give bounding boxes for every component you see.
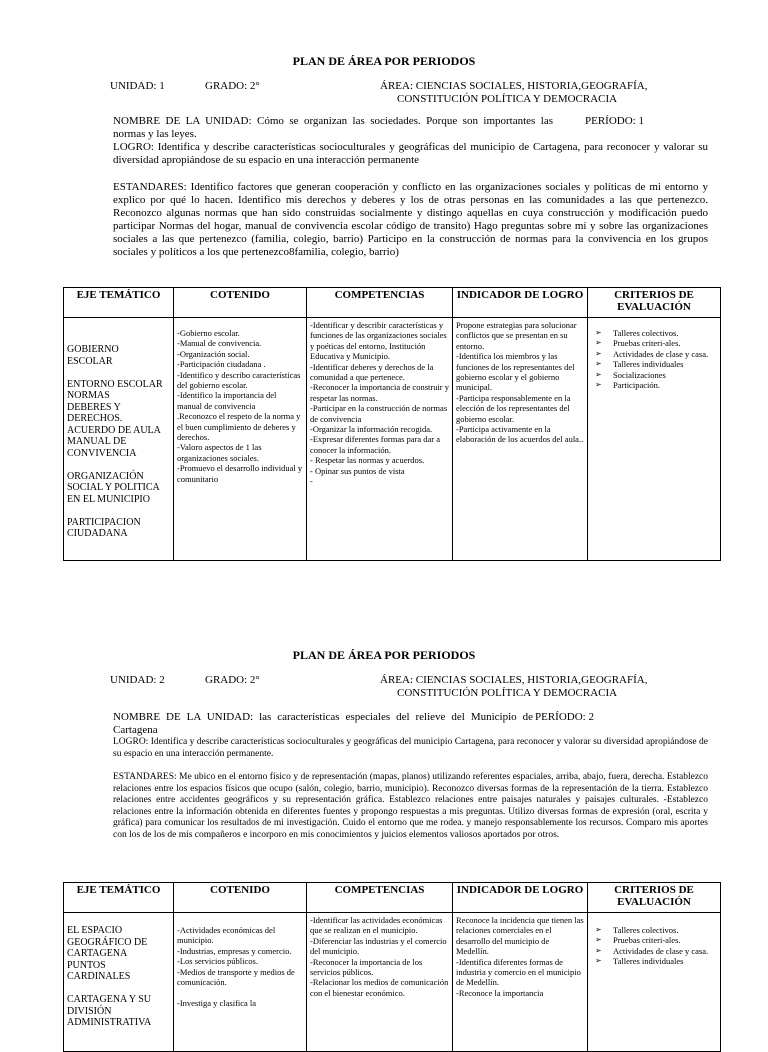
nombre-unidad-1: NOMBRE DE LA UNIDAD: Cómo se organizan las sociedades. Porque son importantes las normas y las leyes. (113, 115, 553, 140)
criterios-cell-2 (588, 913, 721, 1052)
area-line1-2: ÁREA: CIENCIAS SOCIALES, HISTORIA,GEOGRAFÍA, (380, 674, 648, 686)
indicador-cell-1: Propone estrategias para solucionar conflictos que se presentan en su entorno. -Identifica los miembros y las funciones de los representantes del gobierno escolar y el gobierno municipal. -Participa responsablemente en la elección de los representantes del gobierno escolar. -Participa activamente en la elaboración de los acuerdos del aula.. (453, 318, 588, 561)
estandares-text-1: ESTANDARES: Identifico factores que generan cooperación y conflicto en las organizaciones sociales y políticas de mi entorno y explico por qué lo hacen. Identifico mis derechos y deberes y los de otras personas en las comunidades a las que pertenezco. Reconozco algunas normas que han sido construidas socialmente y distingo aquellas en cuya construcción y modificación puedo participar Normas del hogar, manual de convivencia escolar código de transito) Hago preguntas sobre mí y sobre las organizaciones sociales a las que pertenezco (familia, colegio, barrio) Participo en la construcción de normas para la convivencia en los grupos sociales y políticos a los que pertenezco8familia, colegio, barrio) (113, 181, 708, 258)
eje-cell-1: GOBIERNO ESCOLAR ENTORNO ESCOLAR NORMAS DEBERES Y DERECHOS. ACUERDO DE AULA MANUAL DE CONVIVENCIA ORGANIZACIÓN SOCIAL Y POLITICA EN EL MUNICIPIO PARTICIPACION CIUDADANA (64, 318, 174, 561)
header-contenido: COTENIDO (174, 883, 307, 913)
logro-text-1: LOGRO: Identifica y describe características socioculturales y geográficas del municipio de Cartagena, para reconocer y valorar su diversidad apropiándose de su espacio en una interacción permanente (113, 141, 708, 166)
header-criterios: CRITERIOS DE EVALUACIÓN (588, 883, 721, 913)
plan-title-1: PLAN DE ÁREA POR PERIODOS (292, 54, 476, 68)
header-indicador: INDICADOR DE LOGRO (453, 883, 588, 913)
criterio-item: ➢ Actividades de clase y casa. (609, 349, 717, 359)
periodo-label-1: PERÍODO: 1 (585, 115, 644, 127)
contenido-cell-1: -Gobierno escolar. -Manual de convivencia. -Organización social. -Participación ciudadana . -Identifico y describo características del gobierno escolar. -Identifico la importancia del manual de convivencia .Reconozco el respeto de la norma y el buen cumplimiento de deberes y derechos. -Valoro aspectos de 1 las organizaciones sociales. -Promuevo el desarrollo individual y comunitario (174, 318, 307, 561)
competencias-cell-2: -Identificar las actividades económicas que se realizan en el municipio. -Diferenciar las industrias y el comercio del municipio. -Reconocer la importancia de los servicios públicos. -Relacionar los medios de comunicación con el bienestar económico. (307, 913, 453, 1052)
indicador-cell-2: Reconoce la incidencia que tienen las relaciones comerciales en el desarrollo del municipio de Medellín. -Identifica diferentes formas de industria y comercio en el municipio de Medellín. -Reconoce la importancia (453, 913, 588, 1052)
criterio-item: ➢ Pruebas criteri-ales. (609, 935, 717, 945)
area-line2-2: CONSTITUCIÓN POLÍTICA Y DEMOCRACIA (397, 687, 618, 699)
plan-table-1 (63, 287, 721, 561)
header-contenido: COTENIDO (174, 288, 307, 318)
header-eje: EJE TEMÁTICO (64, 288, 174, 318)
header-indicador: INDICADOR DE LOGRO (453, 288, 588, 318)
grado-label-2: GRADO: 2° (205, 674, 260, 686)
competencias-cell-1: -Identificar y describir características y funciones de las organizaciones sociales y poéticas del entorno, Institución Educativa y Municipio. -Identificar deberes y derechos de la comunidad a que pertenece. -Reconocer la importancia de construir y respetar las normas. -Participar en la construcción de normas de convivencia -Organizar la información recogida. -Expresar diferentes formas para dar a conocer la información. - Respetar las normas y acuerdos. - Opinar sus puntos de vista - (307, 318, 453, 561)
plan-title-2: PLAN DE ÁREA POR PERIODOS (292, 648, 476, 662)
header-eje: EJE TEMÁTICO (64, 883, 174, 913)
unidad-label-1: UNIDAD: 1 (110, 80, 165, 92)
grado-label-1: GRADO: 2° (205, 80, 260, 92)
contenido-cell-2: -Actividades económicas del municipio. -Industrias, empresas y comercio. -Los servicios públicos. -Medios de transporte y medios de comunicación. -Investiga y clasifica la (174, 913, 307, 1052)
estandares-text-2: ESTANDARES: Me ubico en el entorno físico y de representación (mapas, planos) utilizando referentes espaciales, arriba, abajo, fuera, derecha. Establezco relaciones entre los espacios físicos que ocupo (salón, colegio, barrio, municipio). Reconozco diversas formas de la representación de la tierra. Establezco relaciones entre accidentes geográficos y su representación gráfica. Establezco relaciones entre paisajes naturales y paisajes culturales. -Establezco relaciones entre la información obtenida en diferentes fuentes y propongo respuestas a mis preguntas. Utilizo diversas formas de expresión (oral, escrita y gráfica) para comunicar los resultados de mi investigación. Cuido el entorno que me rodea. y manejo responsablemente los recursos. Comparo mis aportes con los de los de mis compañeros e incorporo en mis conocimientos y juicios elementos valiosos aportados por otros. (113, 772, 708, 840)
criterio-item: ➢ Talleres individuales (609, 956, 717, 966)
periodo-label-2: PERÍODO: 2 (535, 711, 594, 723)
criterio-item: ➢ Talleres colectivos. (609, 925, 717, 935)
plan-table-2 (63, 882, 721, 1052)
area-line2-1: CONSTITUCIÓN POLÍTICA Y DEMOCRACIA (397, 93, 618, 105)
criterios-cell-1 (588, 318, 721, 561)
criterio-item: ➢ Actividades de clase y casa. (609, 946, 717, 956)
criterio-item: ➢ Participación. (609, 380, 717, 390)
criterio-item: ➢ Socializaciones (609, 370, 717, 380)
header-competencias: COMPETENCIAS (307, 883, 453, 913)
unidad-label-2: UNIDAD: 2 (110, 674, 165, 686)
nombre-unidad-2: NOMBRE DE LA UNIDAD: las características especiales del relieve del Municipio de Cartagena (113, 711, 533, 736)
eje-cell-2: EL ESPACIO GEOGRÁFICO DE CARTAGENA PUNTOS CARDINALES CARTAGENA Y SU DIVISIÓN ADMINISTRATIVA (64, 913, 174, 1052)
area-line1-1: ÁREA: CIENCIAS SOCIALES, HISTORIA,GEOGRAFÍA, (380, 80, 648, 92)
header-competencias: COMPETENCIAS (307, 288, 453, 318)
criterio-item: ➢ Talleres colectivos. (609, 328, 717, 338)
header-criterios: CRITERIOS DE EVALUACIÓN (588, 288, 721, 318)
criterio-item: ➢ Pruebas criteri-ales. (609, 338, 717, 348)
criterio-item: ➢ Talleres individuales (609, 359, 717, 369)
logro-text-2: LOGRO: Identifica y describe características socioculturales y geográficas del municipio Cartagena, para reconocer y valorar su diversidad apropiándose de su espacio en una interacción permanente. (113, 737, 708, 759)
